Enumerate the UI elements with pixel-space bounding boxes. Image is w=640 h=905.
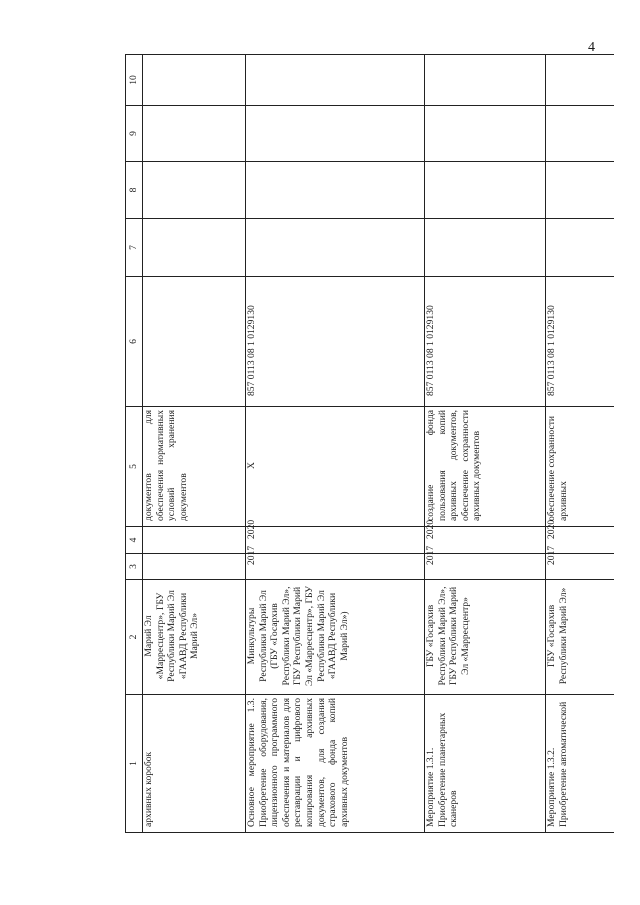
end-year-cell	[143, 527, 246, 554]
value-cell-7	[143, 219, 246, 277]
activity-name-cell: Мероприятие 1.3.1. Приобретение планетарных сканеров	[425, 695, 546, 833]
start-year-cell: 2017	[546, 554, 615, 580]
result-cell: создание фонда пользования копий архивных документов, обеспечение сохранности архивных документов	[425, 407, 546, 527]
header-cell-4: 4	[126, 527, 143, 554]
header-cell-10: 10	[126, 55, 143, 106]
value-cell-10	[546, 55, 615, 106]
value-cell-9	[546, 106, 615, 162]
header-cell-7: 7	[126, 219, 143, 277]
budget-code-cell: 857 0113 08 1 0129130	[546, 277, 615, 407]
table-row	[425, 55, 546, 833]
value-cell-9	[425, 106, 546, 162]
value-cell-10	[143, 55, 246, 106]
value-cell-8	[143, 162, 246, 219]
header-row	[126, 55, 143, 833]
page-number: 4	[588, 40, 595, 55]
value-cell-7	[425, 219, 546, 277]
executor-cell: ГБУ «Госархив Республики Марий Эл»	[546, 580, 615, 695]
header-cell-9: 9	[126, 106, 143, 162]
header-cell-1: 1	[126, 695, 143, 833]
table-row	[143, 55, 246, 833]
table-row	[546, 55, 615, 833]
executor-cell: Минкультуры Республики Марий Эл (ГБУ «Госархив Республики Марий Эл», ГБУ Республики Марий Эл «Марресцентр», ГБУ Республики Марий Эл «ГААВД Республики Марий Эл»)	[246, 580, 425, 695]
value-cell-8	[246, 162, 425, 219]
value-cell-8	[546, 162, 615, 219]
value-cell-10	[246, 55, 425, 106]
activity-name-cell: Основное мероприятие 1.3. Приобретение оборудования, лицензионного программного обеспечения и материалов для реставрации и цифрового копирования архивных документов, для создания страхового фонда копий архивных документов	[246, 695, 425, 833]
header-cell-5: 5	[126, 407, 143, 527]
end-year-cell: 2020	[246, 527, 425, 554]
end-year-cell: 2020	[546, 527, 615, 554]
budget-code-cell	[143, 277, 246, 407]
program-activities-table	[125, 54, 614, 833]
executor-cell: Марий Эл «Марресцентр», ГБУ Республики Марий Эл «ГААВД Республики Марий Эл»	[143, 580, 246, 695]
executor-cell: ГБУ «Госархив Республики Марий Эл», ГБУ Республики Марий Эл «Марресцентр»	[425, 580, 546, 695]
value-cell-10	[425, 55, 546, 106]
activity-name-cell: архивных коробок	[143, 695, 246, 833]
rotated-table-container	[125, 55, 615, 833]
header-cell-8: 8	[126, 162, 143, 219]
result-cell: X	[246, 407, 425, 527]
table-row	[246, 55, 425, 833]
header-cell-3: 3	[126, 554, 143, 580]
value-cell-7	[246, 219, 425, 277]
start-year-cell	[143, 554, 246, 580]
start-year-cell: 2017	[246, 554, 425, 580]
activity-name-cell: Мероприятие 1.3.2. Приобретение автоматической	[546, 695, 615, 833]
start-year-cell: 2017	[425, 554, 546, 580]
result-cell: документов для обеспечения нормативных условий хранения документов	[143, 407, 246, 527]
budget-code-cell: 857 0113 08 1 0129130	[425, 277, 546, 407]
end-year-cell: 2020	[425, 527, 546, 554]
budget-code-cell: 857 0113 08 1 0129130	[246, 277, 425, 407]
value-cell-9	[143, 106, 246, 162]
result-cell: обеспечение сохранности архивных	[546, 407, 615, 527]
header-cell-2: 2	[126, 580, 143, 695]
value-cell-7	[546, 219, 615, 277]
value-cell-8	[425, 162, 546, 219]
value-cell-9	[246, 106, 425, 162]
header-cell-6: 6	[126, 277, 143, 407]
